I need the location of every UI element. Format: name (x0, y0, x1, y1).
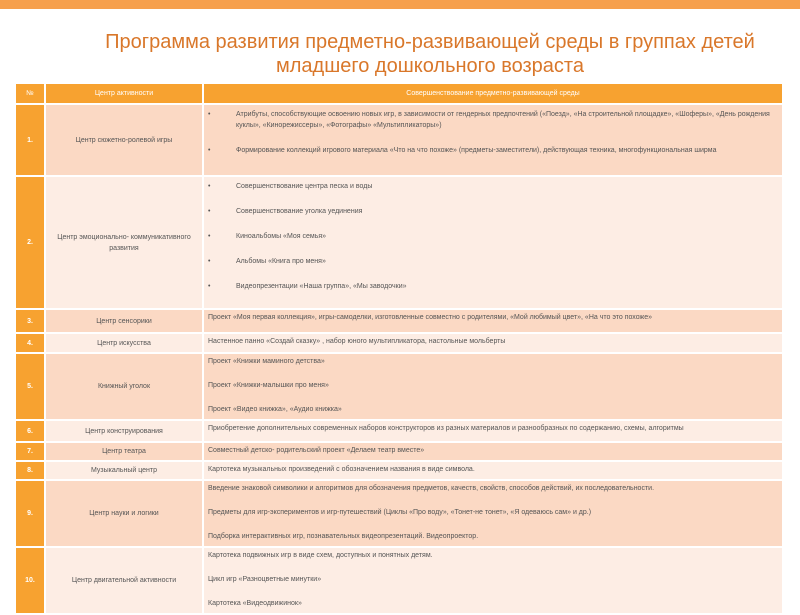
row-number: 7. (16, 443, 46, 460)
row-number: 1. (16, 105, 46, 175)
activity-center: Книжный уголок (46, 354, 204, 419)
improvement-cell (204, 481, 784, 546)
improvement-cell (204, 105, 784, 175)
table-row (16, 354, 784, 419)
improvement-item: • Формирование коллекций игрового материала «Что на что похоже» (предметы-заместители), действующая техника, многофункциональная ширма (208, 145, 778, 156)
improvement-cell (204, 443, 784, 460)
improvement-item: • Киноальбомы «Моя семья» (208, 231, 778, 242)
activity-center: Центр конструирования (46, 421, 204, 441)
row-number: 3. (16, 310, 46, 332)
table-row (16, 548, 784, 613)
improvement-item: Картотека подвижных игр в виде схем, доступных и понятных детям. (208, 552, 433, 559)
activity-center: Центр театра (46, 443, 204, 460)
table-row (16, 177, 784, 308)
improvement-cell (204, 548, 784, 613)
improvement-item: Подборка интерактивных игр, познавательных видеопрезентаций. Видеопроектор. (208, 533, 479, 540)
improvement-item: Картотека «Видеодвижинок» (208, 600, 302, 607)
improvement-item: Предметы для игр-экспериментов и игр-путешествий (Циклы «Про воду», «Тонет-не тонет», «Я одеваюсь сам» и др.) (208, 509, 592, 516)
activity-center: Центр двигательной активности (46, 548, 204, 613)
page-title: Программа развития предметно-развивающей среды в группах детей младшего дошкольного возраста (105, 31, 755, 77)
improvement-item: • Альбомы «Книга про меня» (208, 256, 778, 267)
improvement-item: • Видеопрезентации «Наша группа», «Мы заводочки» (208, 281, 778, 292)
activity-center: Центр сюжетно-ролевой игры (46, 105, 204, 175)
row-number: 10. (16, 548, 46, 613)
improvement-item: Проект «Книжки-малышки про меня» (208, 382, 329, 389)
table-row (16, 443, 784, 460)
improvement-item: • Совершенствование уголка уединения (208, 206, 778, 217)
improvement-item: • Совершенствование центра песка и воды (208, 181, 778, 192)
improvement-item: Введение знаковой символики и алгоритмов для обозначения предметов, качеств, свойств, способов действий, их последовательности. (208, 485, 655, 492)
table-row (16, 310, 784, 332)
row-number: 5. (16, 354, 46, 419)
header-num: № (16, 84, 46, 103)
row-number: 6. (16, 421, 46, 441)
improvement-item: Проект «Видео книжка», «Аудио книжка» (208, 406, 342, 413)
row-number: 2. (16, 177, 46, 308)
table-header (16, 84, 784, 103)
improvement-item: • Атрибуты, способствующие освоению новых игр, в зависимости от гендерных предпочтений («Поезд», «На строительной площадке», «Шоферы», «День рождения куклы», «Кинорежиссеры», «Фотографы» «Мультипликаторы») (208, 109, 778, 131)
row-number: 8. (16, 462, 46, 479)
table-row (16, 105, 784, 175)
header-content: Совершенствование предметно-развивающей среды (204, 84, 784, 103)
activity-center: Центр сенсорики (46, 310, 204, 332)
table-row (16, 421, 784, 441)
row-number: 4. (16, 334, 46, 352)
improvement-cell (204, 310, 784, 332)
improvement-item: Приобретение дополнительных современных наборов конструкторов из разных материалов и разнообразных по содержанию, схемы, алгоритмы (208, 425, 684, 432)
improvement-item: Картотека музыкальных произведений с обозначением названия в виде символа. (208, 466, 475, 473)
table-row (16, 334, 784, 352)
improvement-item: Совместный детско- родительский проект «Делаем театр вместе» (208, 447, 425, 454)
improvement-cell (204, 421, 784, 441)
improvement-cell (204, 334, 784, 352)
top-accent-bar (0, 0, 800, 9)
improvement-item: Проект «Моя первая коллекция», игры-самоделки, изготовленные совместно с родителями, «Мой любимый цвет», «На что это похоже» (208, 314, 653, 321)
improvement-item: Настенное панно «Создай сказку» , набор юного мультипликатора, настольные мольберты (208, 338, 506, 345)
improvement-cell (204, 462, 784, 479)
header-center: Центр активности (46, 84, 204, 103)
improvement-item: Цикл игр «Разноцветные минутки» (208, 576, 322, 583)
row-number: 9. (16, 481, 46, 546)
program-table (16, 82, 784, 615)
improvement-cell (204, 177, 784, 308)
activity-center: Центр науки и логики (46, 481, 204, 546)
activity-center: Музыкальный центр (46, 462, 204, 479)
activity-center: Центр искусства (46, 334, 204, 352)
table-row (16, 481, 784, 546)
improvement-item: Проект «Книжки маминого детства» (208, 358, 325, 365)
table-row (16, 462, 784, 479)
activity-center: Центр эмоционально- коммуникативного развития (46, 177, 204, 308)
improvement-cell (204, 354, 784, 419)
